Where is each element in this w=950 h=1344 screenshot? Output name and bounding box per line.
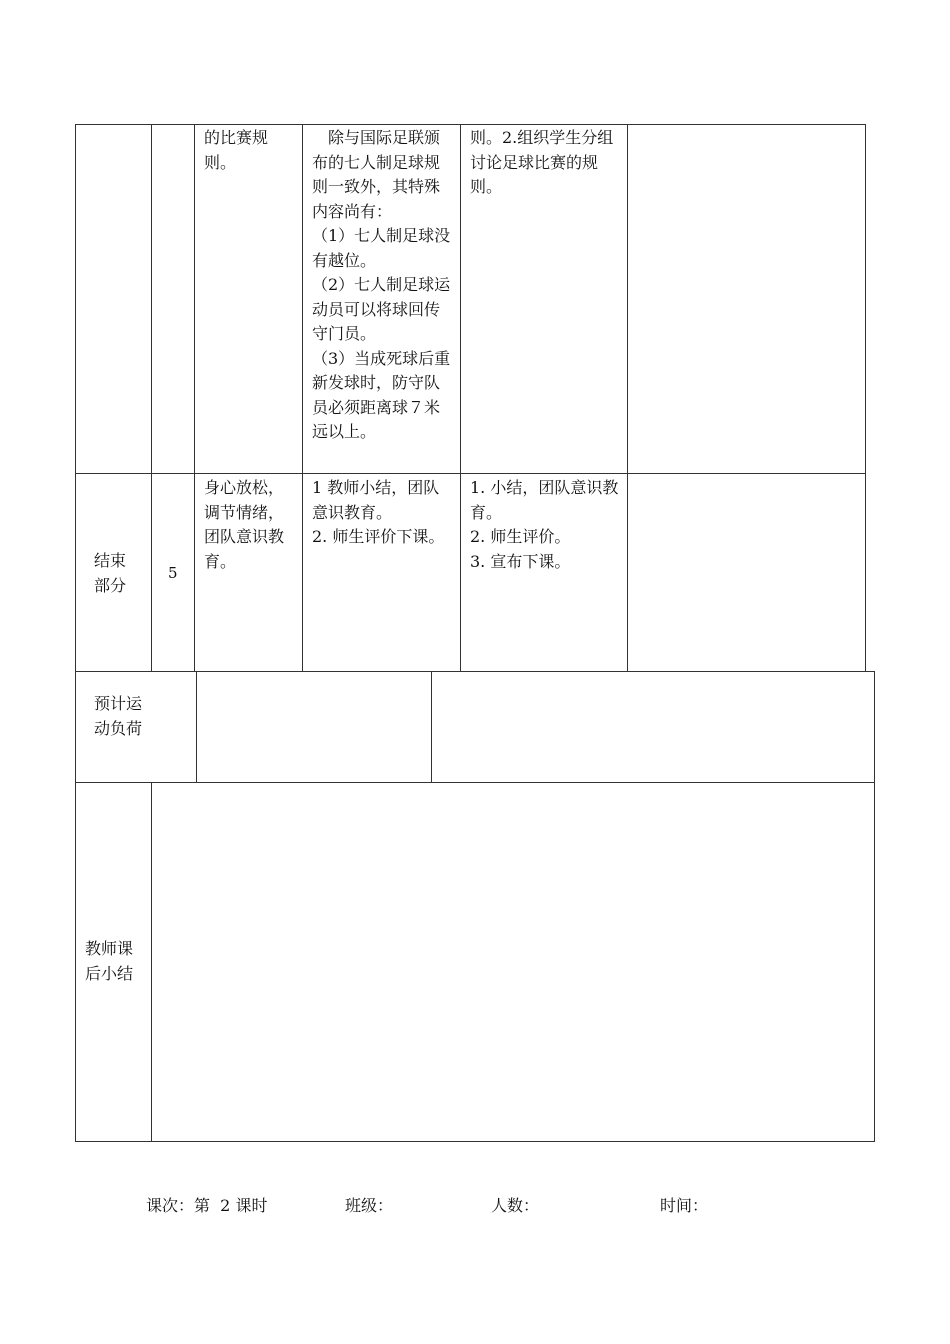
class-field: 班级：	[345, 1196, 394, 1215]
col-divider	[151, 124, 152, 671]
table-border-right	[865, 124, 866, 671]
table-border-left	[75, 124, 76, 1142]
time-field: 时间：	[660, 1196, 709, 1215]
objective-cell: 的比赛规 则。	[204, 128, 269, 172]
col-divider	[196, 671, 197, 782]
row-divider	[75, 782, 875, 783]
col-divider	[460, 124, 461, 671]
method-cell: 则。2.组织学生分组讨论足球比赛的规则。	[470, 128, 614, 196]
objective-cell: 身心放松，调节情绪，团队意识教育。	[204, 478, 285, 571]
table-border-bottom	[75, 1141, 875, 1142]
table-border-right	[874, 671, 875, 1142]
col-divider	[151, 782, 152, 1142]
lesson-number: 课次：第 2 课时	[146, 1196, 268, 1215]
minutes-cell: 5	[168, 564, 178, 582]
col-divider	[431, 671, 432, 782]
content-cell: 除与国际足联颁布的七人制足球规则一致外，其特殊内容尚有： （1）七人制足球没有越位。 （2）七人制足球运动员可以将球回传守门员。 （3）当成死球后重新发球时，防守队员必须距离球７米远以上。	[312, 128, 451, 441]
col-divider	[627, 124, 628, 671]
row-divider	[75, 671, 875, 672]
col-divider	[194, 124, 195, 671]
method-cell: 1. 小结，团队意识教育。 2. 师生评价。 3. 宣布下课。	[470, 478, 619, 571]
section-label-ending: 结束 部分	[94, 551, 127, 595]
col-divider	[302, 124, 303, 671]
load-label: 预计运 动负荷	[94, 694, 143, 738]
summary-label: 教师课 后小结	[85, 939, 134, 983]
content-cell: 1 教师小结，团队意识教育。 2. 师生评价下课。	[312, 478, 445, 546]
student-count-field: 人数：	[491, 1196, 540, 1215]
